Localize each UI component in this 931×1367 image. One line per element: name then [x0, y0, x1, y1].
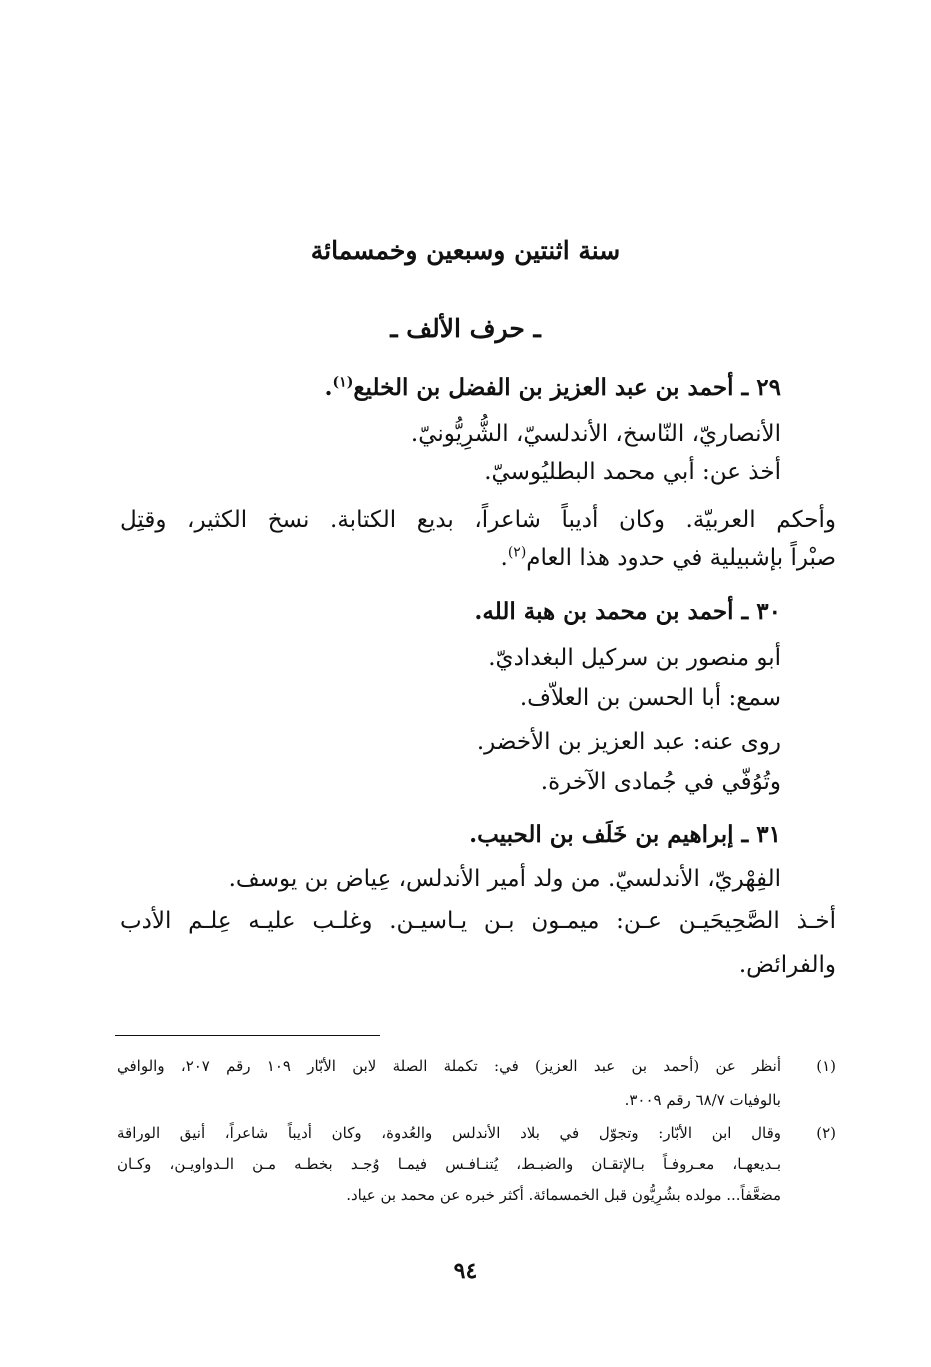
- footnote-line: أنظر عن (أحمد بن عبد العزيز) في: تكملة الصلة لابن الأبّار ١٠٩ رقم ٢٠٧، والوافي: [117, 1057, 781, 1075]
- footnote-line: بالوفيات ٦٨/٧ رقم ٣٠٠٩.: [624, 1091, 781, 1109]
- entry-heading-29: [325, 373, 781, 403]
- entry-last-end: .: [500, 545, 508, 571]
- footnote-line: وقال ابن الأبّار: وتجوّل في بلاد الأندلس والعُدوة، وكان أديباً شاعراً، أنيق الوراقة: [117, 1124, 781, 1142]
- entry-line: الأنصاريّ، النّاسخ، الأندلسيّ، الشُّرِيُّونيّ.: [410, 421, 781, 447]
- entry-last-text: صبْراً بإشبيلية في حدود هذا العام: [526, 545, 836, 571]
- entry-line: وتُوُفّي في جُمادى الآخرة.: [540, 769, 781, 795]
- letter-heading: ـ حرف الألف ـ: [390, 314, 541, 343]
- entry-heading-31: ٣١ ـ إبراهيم بن خَلَف بن الحبيب.: [469, 821, 781, 848]
- entry-heading-30: ٣٠ ـ أحمد بن محمد بن هبة الله.: [474, 598, 781, 625]
- entry-heading-text: ٢٩ ـ أحمد بن عبد العزيز بن الفضل بن الخليع: [353, 374, 781, 401]
- footnote-separator: [115, 1035, 380, 1036]
- footnote-number: (٢): [816, 1124, 836, 1142]
- footnote-number: (١): [816, 1057, 836, 1075]
- entry-line: [501, 543, 836, 573]
- entry-line: سمع: أبا الحسن بن العلاّف.: [519, 685, 781, 711]
- entry-heading-end: .: [324, 374, 333, 401]
- footnote-ref-2: (٢): [507, 544, 527, 561]
- entry-line: أخـذ الصَّحِيحَيـن عـن: ميمـون بـن يـاسيـن. وغلـب عليـه عِلـم الأدب: [120, 908, 836, 934]
- page-number: ٩٤: [453, 1258, 478, 1284]
- entry-line: أبو منصور بن سركيل البغداديّ.: [488, 645, 781, 671]
- entry-line: والفرائض.: [738, 952, 836, 978]
- footnote-line: مضعَّفاً... مولده بشُرِيُّون قبل الخمسمائة. أكثر خبره عن محمد بن عياد.: [346, 1186, 781, 1204]
- entry-line: وأحكم العربيّة. وكان أديباً شاعراً، بديع الكتابة. نسخ الكثير، وقتِل: [120, 507, 836, 533]
- entry-line: أخذ عن: أبي محمد البطليُوسيّ.: [484, 459, 781, 485]
- footnote-line: بـديعهـا، معـروفـاً بـالإتقـان والضبـط، يُتنـافـس فيمـا وُجـد بخطـه مـن الـدواويـن، وكـان: [117, 1155, 781, 1173]
- footnote-ref-1: (١): [332, 374, 354, 391]
- entry-line: الفِهْريّ، الأندلسيّ. من ولد أمير الأندلس، عِياض بن يوسف.: [228, 866, 781, 892]
- section-title: سنة اثنتين وسبعين وخمسمائة: [310, 236, 621, 265]
- entry-line: روى عنه: عبد العزيز بن الأخضر.: [476, 729, 781, 755]
